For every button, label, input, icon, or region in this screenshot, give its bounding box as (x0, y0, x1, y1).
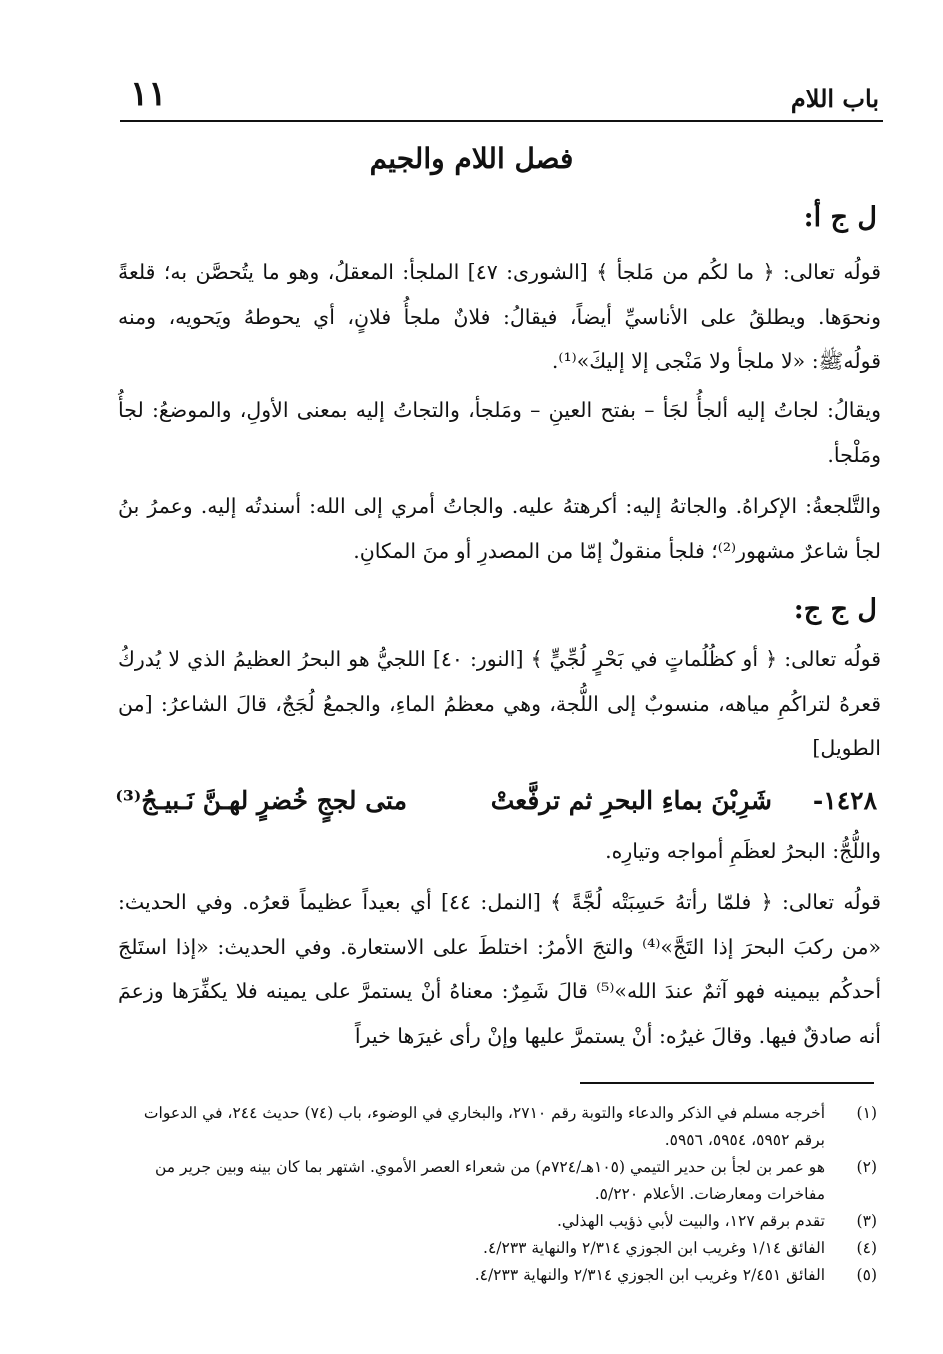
footnote-number: (٣) (856, 1212, 877, 1230)
footnote (118, 1235, 877, 1262)
footnote-text: الفائق ٢/٤٥١ وغريب ابن الجوزي ٢/٣١٤ والنهاية ٤/٢٣٣. (474, 1266, 825, 1284)
verse-number: ١٤٢٨- (812, 786, 877, 815)
entry-lja-paragraph-2: ويقالُ: لجاتُ إليه ألجأُ لجَأ – بفتح العينِ – ومَلجأ، والتجاتُ إليه بمعنى الأولِ، والموضعُ: لجأُ ومَلْجأ. (118, 398, 881, 467)
entry-ljj-paragraph-3: قولُه تعالى: ﴿ فلمّا رأتهُ حَسِبَتْه لُجَّةً ﴾ [النمل: ٤٤] أي بعيداً عظيماً قعرُه. وفي الحديث: «من ركبَ البحرَ إذا التَجَّ»⁽⁴⁾ والتجَ الأمرُ: اختلطَ على الاستعارة. وفي الحديث: «إذا استَلجَ أحدكُم بيمينه فهو آثمٌ عندَ الله»⁽⁵⁾ قالَ شَمِرٌ: معناهُ أنْ يستمرَّ على يمينه فلا يكفِّرَها وزعمَ أنه صادقٌ فيها. وقالَ غيرُه: أنْ يستمرَّ عليها وإنْ رأى غيرَها خيراً (118, 890, 882, 1048)
entry-head-ljj: ل ج ج: (793, 594, 877, 625)
entry-lja-paragraph-1: قولُه تعالى: ﴿ ما لكُم من مَلجأ ﴾ [الشورى: ٤٧] الملجأ: المعقلُ، وهو ما يتُحصَّن به؛ قلعةً ونحوَها. ويطلقُ على الأناسيِّ أيضاً، فيقالُ: فلانٌ ملجأُ فلانٍ، أي يحوطهُ ويَحويه، ومنه قولُهﷺ: «لا ملجأ ولا مَنْجى إلا إليكَ»⁽¹⁾. (118, 260, 881, 373)
footnote-number: (٥) (856, 1266, 877, 1284)
footnote-number: (٤) (856, 1239, 877, 1257)
footnote (118, 1100, 877, 1154)
footnotes (118, 1100, 877, 1289)
footnote-text: أخرجه مسلم في الذكر والدعاء والتوبة رقم ٢٧١٠، والبخاري في الوضوء، باب (٧٤) حديث ٢٤٤، في الدعوات برقم ٥٩٥٢، ٥٩٥٤، ٥٩٥٦. (143, 1104, 825, 1149)
footnote (118, 1262, 877, 1289)
footnote-rule (580, 1082, 874, 1084)
entry-ljj-paragraph-1: قولُه تعالى: ﴿ أو كظُلُماتٍ في بَحْرٍ لُجِّيٍّ ﴾ [النور: ٤٠] اللجيُّ هو البحرُ العظيمُ الذي لا يُدركُ قعرهُ لتراكُمِ مياهه، منسوبٌ إلى اللُّجة، وهي معظمُ الماءِ، والجمعُ لُجَجٌ، قالَ الشاعرُ: [من الطويل] (118, 647, 881, 760)
footnote-text: الفائق ١/١٤ وغريب ابن الجوزي ٢/٣١٤ والنهاية ٤/٢٣٣. (483, 1239, 825, 1257)
footnote (118, 1154, 877, 1208)
chapter-title: باب اللام (790, 84, 879, 113)
running-header (120, 70, 879, 114)
footnote-text: تقدم برقم ١٢٧، والبيت لأبي ذؤيب الهذلي. (556, 1212, 825, 1230)
poetry-verse (115, 786, 877, 832)
entry-head-lja: ل ج أ: (803, 202, 877, 233)
footnote-number: (١) (856, 1104, 877, 1122)
verse-second-hemistich: متى لججٍ خُضرٍ لهـنَّ نَـبيـجُ⁽³⁾ (115, 786, 407, 815)
entry-lja-paragraph-3: والتَّلجعةُ: الإكراهُ. والجاتهُ إليه: أكرهتهُ عليه. والجاتُ أمري إلى الله: أسندتُه إليه. وعمرُ بنُ لجأ شاعرٌ مشهور⁽²⁾؛ فلجأ منقولٌ إمّا من المصدرِ أو منَ المكانِ. (118, 494, 881, 563)
header-rule (120, 120, 883, 122)
footnote (118, 1208, 877, 1235)
verse-first-hemistich: شَرِبْنَ بماءِ البحرِ ثم ترفَّعتْ (490, 786, 772, 815)
section-title: فصل اللام والجيم (369, 142, 574, 175)
entry-ljj-paragraph-2: واللُّجُّ: البحرُ لعظَمِ أمواجه وتيارِه. (605, 839, 881, 863)
footnote-text: هو عمر بن لجأ بن حدير التيمي (١٠٥هـ/٧٢٤م) من شعراء العصر الأموي. اشتهر بما كان بينه وبين جرير من مفاخرات ومعارضات. الأعلام ٥/٢٢٠. (155, 1158, 825, 1203)
page-number: ١١ (130, 74, 167, 114)
footnote-number: (٢) (856, 1158, 877, 1176)
